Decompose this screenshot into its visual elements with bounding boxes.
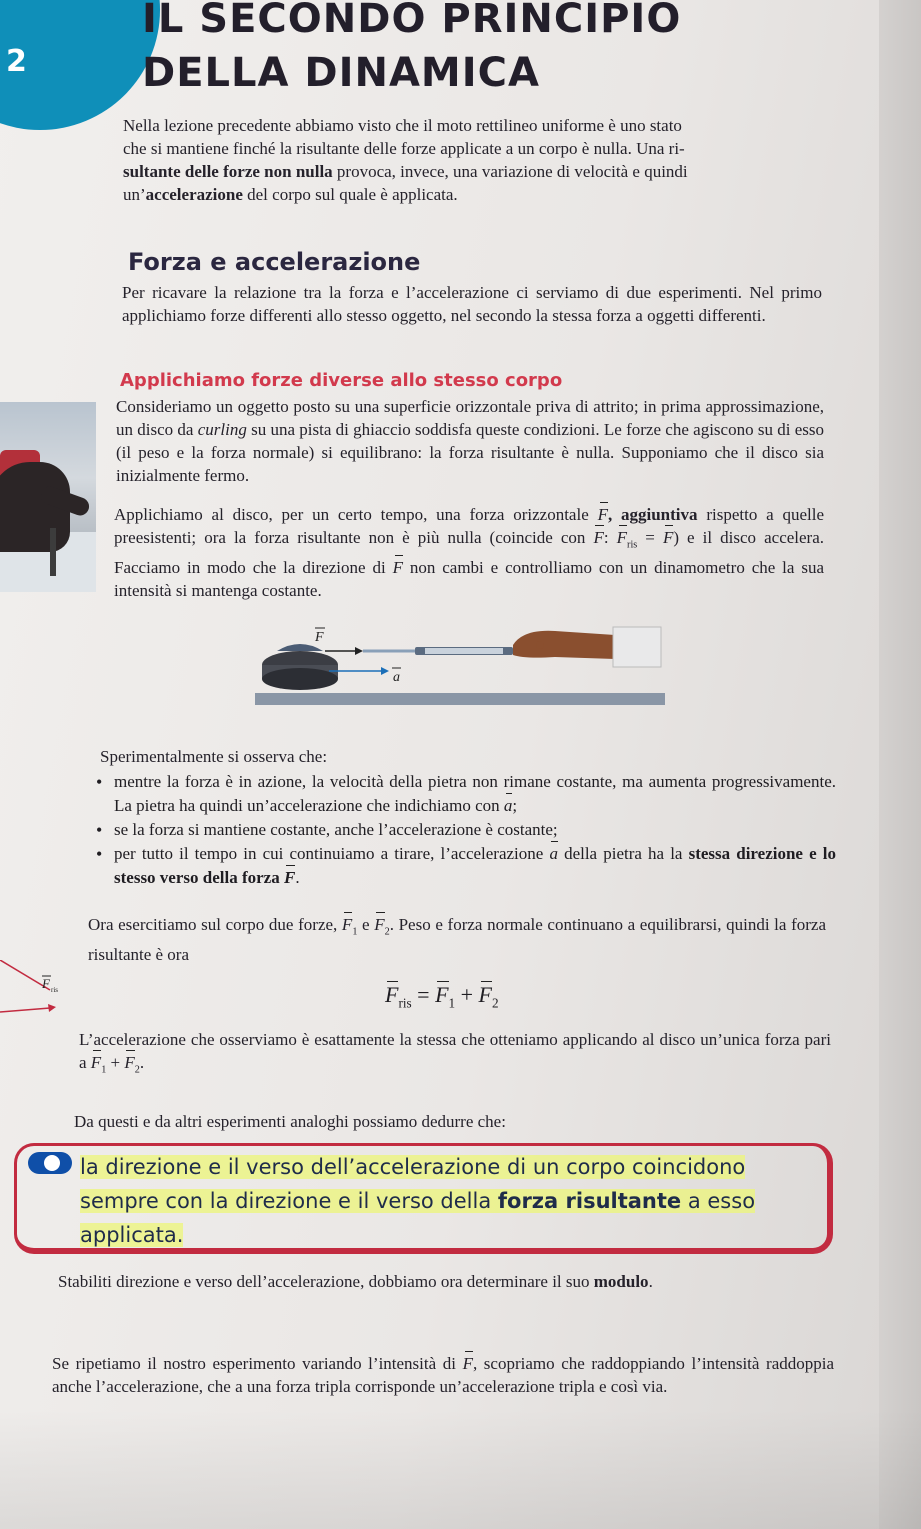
resultant-force-arrow — [0, 960, 80, 1020]
stone-handle — [277, 644, 323, 651]
resultant-label: F — [42, 976, 50, 991]
ice-strip — [255, 693, 665, 705]
section2-paragraph2: Applichiamo al disco, per un certo tempo, una forza orizzontale F, aggiuntiva rispetto a quelle preesistenti; ora la forza risultante non è più nulla (coincide con F: $F_{ris} = F$) e il disco accelera. Facciamo in modo che la direzione di F non cambi e controlliamo con un dinamometro che la sua intensità si mantenga costante. — [114, 505, 825, 601]
intro-paragraph: Nella lezione precedente abbiamo visto che il moto rettilineo uniforme è uno stato che si mantiene finché la risultante delle forze applicate a un corpo è nulla. Una ri- sultante delle forze non nulla provoca, invece, una variazione di velocità e quindi un’accelerazione del corpo sul quale è applicata. — [123, 116, 688, 204]
acceleration-paragraph: L’accelerazione che osserviamo è esattamente la stessa che otteniamo applicando al disco un’unica forza pari a $F_1 + F_2$. — [79, 1030, 831, 1076]
closing-paragraph1: Stabiliti direzione e verso dell’accelerazione, dobbiamo ora determinare il suo modulo. — [58, 1272, 653, 1291]
force-label: F — [315, 630, 324, 645]
sleeve — [613, 627, 661, 667]
observations-intro: Sperimentalmente si osserva che: — [100, 747, 328, 766]
subsection-heading: Applichiamo forze diverse allo stesso corpo — [120, 370, 563, 391]
deduction-paragraph: Da questi e da altri esperimenti analoghi possiamo dedurre che: — [74, 1112, 506, 1131]
section2-paragraph1: Consideriamo un oggetto posto su una superficie orizzontale priva di attrito; in prima approssimazione, un disco da curling su una pista di ghiaccio soddisfa queste condizioni. Le forze che agiscono su di esso (il peso e la forza normale) si equilibrano: la forza risultante è nulla. Supponiamo che il disco sia inizialmente fermo. — [116, 397, 824, 485]
page-edge — [879, 0, 921, 1529]
section-heading-forza-accelerazione: Forza e accelerazione — [128, 248, 421, 276]
list-item: • mentre la forza è in azione, la velocità della pietra non rimane costante, ma aumenta progressivamente. La pietra ha quindi un’accelerazione che indichiamo con a; — [96, 770, 836, 818]
svg-text:ris: ris — [51, 986, 58, 994]
hand — [513, 631, 615, 659]
section1-paragraph: Per ricavare la relazione tra la forza e l’accelerazione ci serviamo di due esperimenti. Nel primo applichiamo forze differenti allo stesso oggetto, nel secondo la stessa forza a oggetti differenti. — [122, 283, 822, 325]
curling-stone-illustration — [255, 615, 665, 710]
list-item: • per tutto il tempo in cui continuiamo a tirare, l’accelerazione a della pietra ha la stessa direzione e lo stesso verso della forza F. — [96, 842, 836, 890]
curling-photo — [0, 402, 96, 592]
rule-text: la direzione e il verso dell’accelerazione di un corpo coincidono sempre con la direzione e il verso della forza risultante a esso applicata. — [80, 1155, 756, 1247]
chapter-title-line2: DELLA DINAMICA — [142, 50, 540, 96]
closing-paragraph2: Se ripetiamo il nostro esperimento variando l’intensità di F, scopriamo che raddoppiando l’intensità raddoppia anche l’accelerazione, che a una forza tripla corrisponde un’accelerazione tripla e così via. — [52, 1354, 835, 1396]
observations-list — [96, 770, 836, 890]
two-forces-paragraph: Ora esercitiamo sul corpo due forze, $F_1$ e $F_2$. Peso e forza normale continuano a equilibrarsi, quindi la forza risultante è ora — [88, 915, 827, 965]
chapter-number: 2 — [6, 44, 27, 79]
chapter-title-line1: IL SECONDO PRINCIPIO — [142, 0, 682, 42]
list-item: • se la forza si mantiene costante, anche l’accelerazione è costante; — [96, 818, 836, 842]
resultant-formula: $F_{ris} = F_1 + F_2$ — [385, 982, 499, 1011]
page-shadow — [0, 1409, 921, 1529]
acceleration-label: a — [393, 670, 400, 685]
